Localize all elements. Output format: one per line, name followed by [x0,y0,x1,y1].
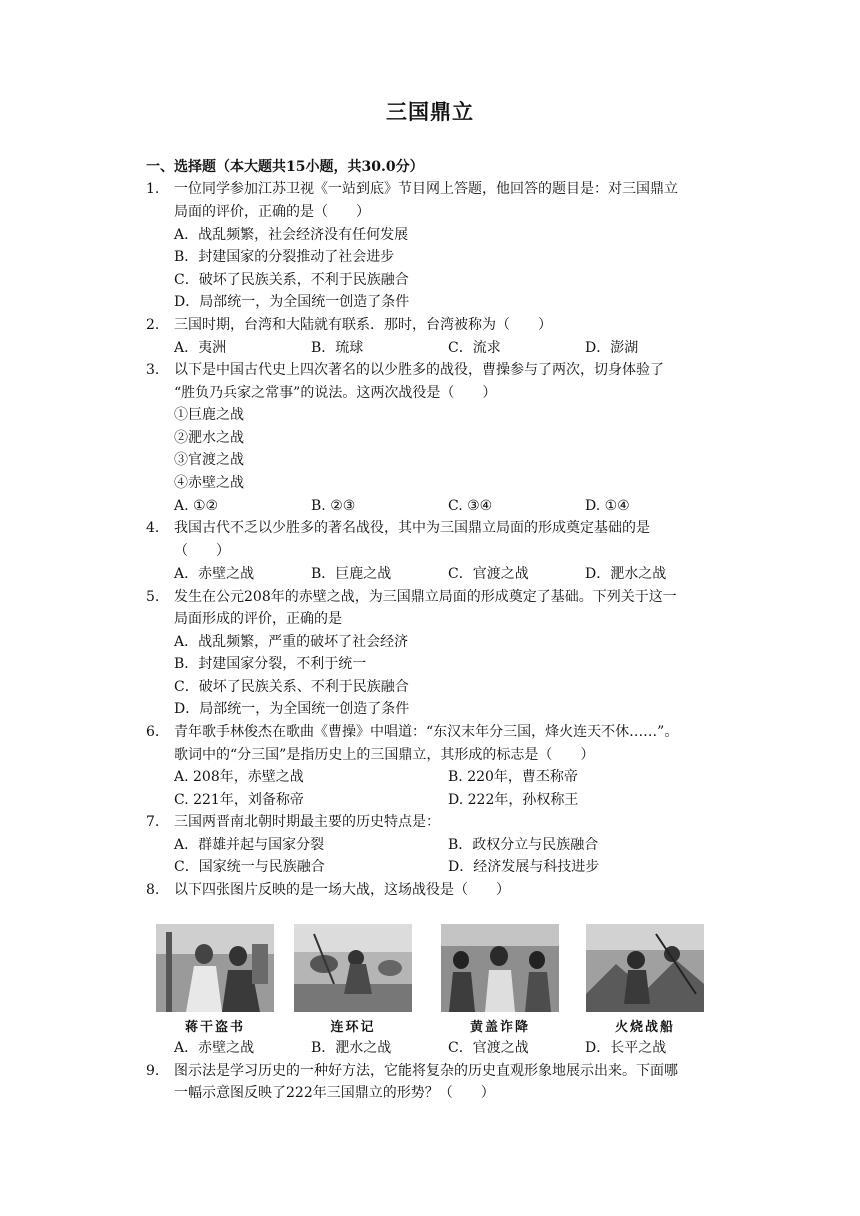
option-b[interactable]: B．琉球 [311,340,364,356]
option-d[interactable]: D．淝水之战 [585,566,667,582]
option-d[interactable]: D．长平之战 [585,1040,667,1056]
question-text: 以下四张图片反映的是一场大战，这场战役是（ ） [174,882,510,898]
question-text: 三国时期，台湾和大陆就有联系．那时，台湾被称为（ ） [174,317,552,333]
option-b[interactable]: B. 220年，曹丕称帝 [448,769,578,785]
option-a[interactable]: A．赤壁之战 [174,566,255,582]
option-c[interactable]: C．官渡之战 [448,1040,529,1056]
option-c[interactable]: C．破坏了民族关系、不利于民族融合 [174,679,409,695]
option-b[interactable]: B．巨鹿之战 [311,566,392,582]
option-d[interactable]: D．经济发展与科技进步 [448,859,600,875]
option-c[interactable]: C．破坏了民族关系，不利于民族融合 [174,272,409,288]
question-number: 4. [146,520,160,536]
option-a[interactable]: A．赤壁之战 [174,1040,255,1056]
question-text: 局面的评价，正确的是（ ） [174,204,370,220]
question-text: 图示法是学习历史的一种好方法，它能将复杂的历史直观形象地展示出来。下面哪 [174,1063,678,1079]
question-number: 6. [146,724,160,740]
battle-illustration-4 [586,924,704,1012]
question-number: 5. [146,589,160,605]
question-text: 青年歌手林俊杰在歌曲《曹操》中唱道：“东汉末年分三国，烽火连天不休……”。 [174,724,679,740]
option-b[interactable]: B．淝水之战 [311,1040,392,1056]
list-item: ④赤壁之战 [174,475,244,491]
question-number: 9. [146,1063,160,1079]
question-text: （ ） [174,543,230,559]
image-caption: 黄盖诈降 [469,1020,530,1035]
option-c[interactable]: C．国家统一与民族融合 [174,859,325,875]
question-text: 我国古代不乏以少胜多的著名战役，其中为三国鼎立局面的形成奠定基础的是 [174,520,650,536]
question-number: 1. [146,181,160,197]
list-item: ②淝水之战 [174,430,244,446]
option-b[interactable]: B. ②③ [311,498,356,514]
battle-illustration-1 [156,924,274,1012]
option-c[interactable]: C．官渡之战 [448,566,529,582]
question-text: 三国两晋南北朝时期最主要的历史特点是： [174,814,440,830]
question-text: 局面形成的评价，正确的是 [174,611,342,627]
option-a[interactable]: A. ①② [174,498,219,514]
battle-illustration-2 [294,924,412,1012]
option-d[interactable]: D. 222年，孙权称王 [448,792,579,808]
question-number: 2. [146,317,160,333]
option-c[interactable]: C. 221年，刘备称帝 [174,792,304,808]
option-b[interactable]: B．政权分立与民族融合 [448,837,599,853]
option-c[interactable]: C．流求 [448,340,501,356]
option-c[interactable]: C. ③④ [448,498,493,514]
battle-illustration-3 [441,924,559,1012]
question-number: 3. [146,362,160,378]
battle-image-row [156,924,706,1034]
option-d[interactable]: D．局部统一，为全国统一创造了条件 [174,701,410,717]
image-caption: 火烧战船 [614,1020,675,1035]
image-caption: 蒋干盗书 [184,1020,245,1035]
option-d[interactable]: D．局部统一，为全国统一创造了条件 [174,294,410,310]
option-a[interactable]: A．战乱频繁，社会经济没有任何发展 [174,227,409,243]
list-item: ①巨鹿之战 [174,407,244,423]
question-text: 一幅示意图反映了222年三国鼎立的形势？（ ） [174,1085,495,1101]
option-a[interactable]: A．战乱频繁，严重的破坏了社会经济 [174,634,409,650]
option-a[interactable]: A. 208年，赤壁之战 [174,769,304,785]
list-item: ③官渡之战 [174,452,244,468]
option-b[interactable]: B．封建国家的分裂推动了社会进步 [174,249,395,265]
question-text: “胜负乃兵家之常事”的说法。这两次战役是（ ） [174,385,497,401]
option-d[interactable]: D．澎湖 [585,340,639,356]
question-text: 发生在公元208年的赤壁之战，为三国鼎立局面的形成奠定了基础。下列关于这一 [174,589,677,605]
option-a[interactable]: A．群雄并起与国家分裂 [174,837,325,853]
question-text: 一位同学参加江苏卫视《一站到底》节目网上答题，他回答的题目是：对三国鼎立 [174,181,678,197]
question-text: 歌词中的“分三国”是指历史上的三国鼎立，其形成的标志是（ ） [174,747,595,763]
question-text: 以下是中国古代史上四次著名的以少胜多的战役，曹操参与了两次，切身体验了 [174,362,664,378]
option-d[interactable]: D. ①④ [585,498,630,514]
page-title: 三国鼎立 [386,99,474,124]
section-heading: 一、选择题（本大题共15小题，共30.0分） [146,159,424,175]
question-number: 7. [146,814,160,830]
image-caption: 连环记 [330,1020,376,1035]
option-b[interactable]: B．封建国家分裂，不利于统一 [174,656,367,672]
option-a[interactable]: A．夷洲 [174,340,227,356]
question-number: 8. [146,882,160,898]
